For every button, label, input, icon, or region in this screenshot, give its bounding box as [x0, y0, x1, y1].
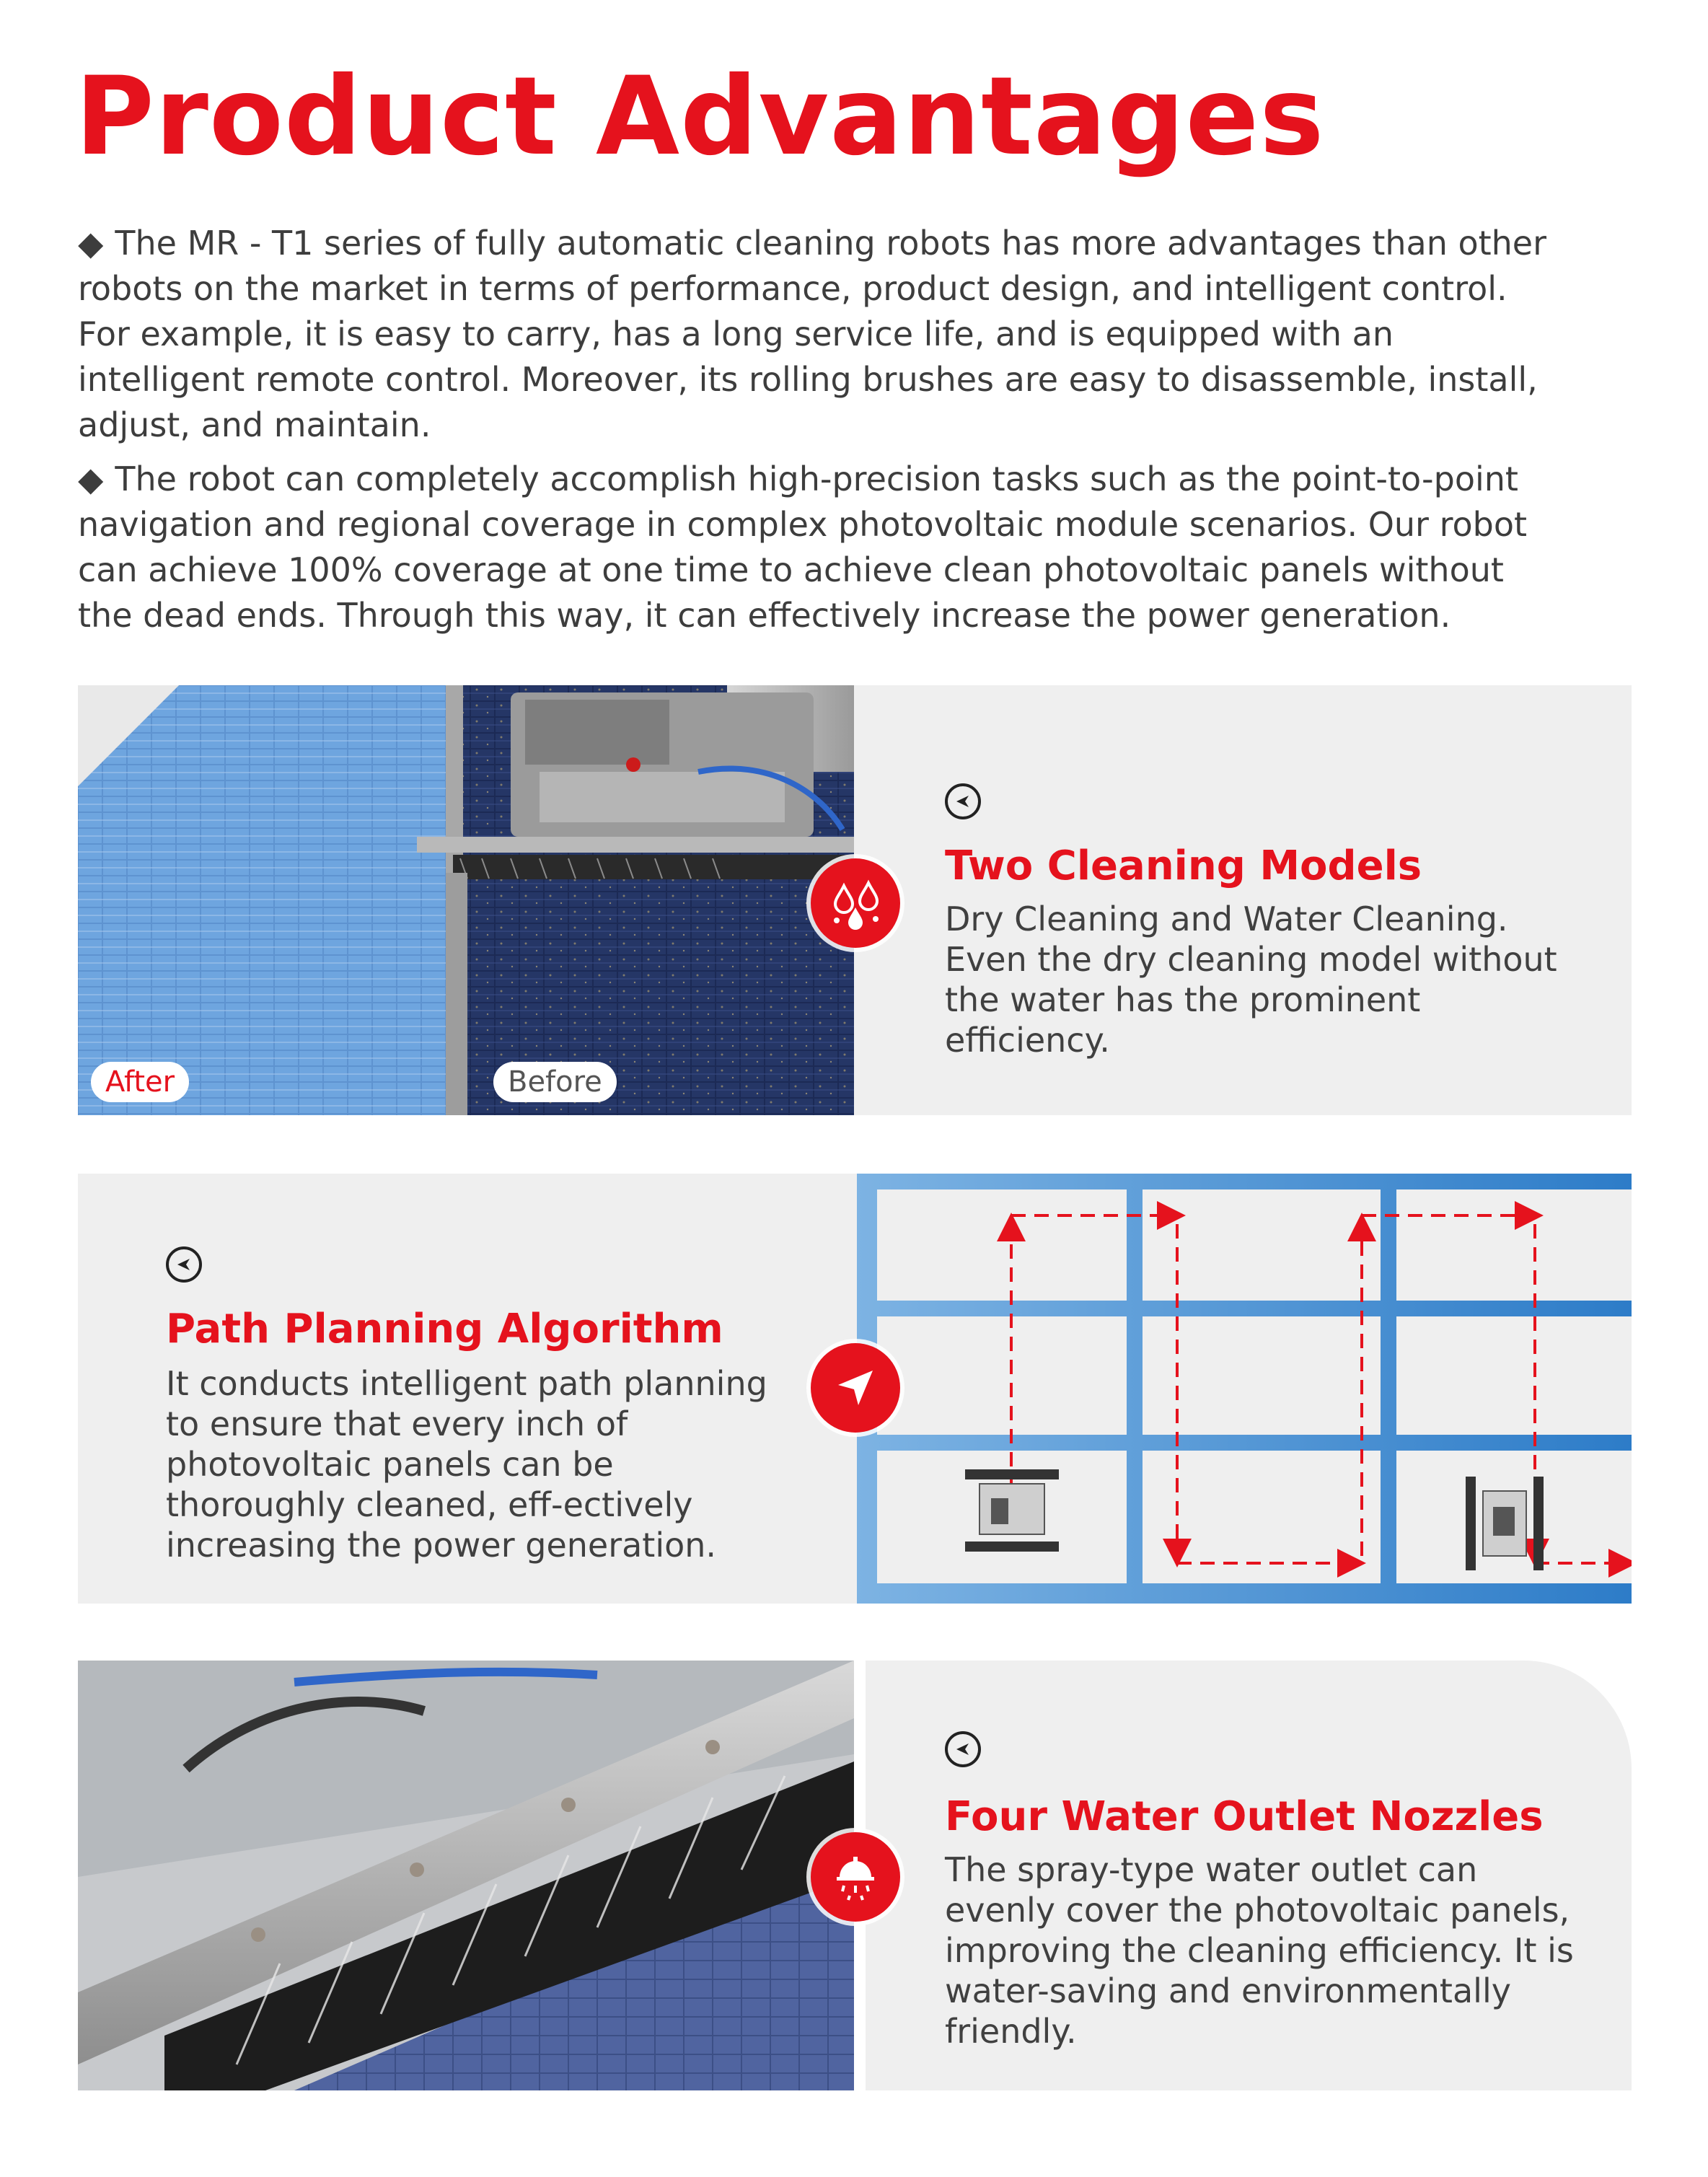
- cleaning-robot-photo: [78, 685, 854, 1115]
- back-arrow-icon[interactable]: [166, 1246, 202, 1283]
- feature-title-nozzles: Four Water Outlet Nozzles: [945, 1793, 1544, 1840]
- intro-paragraph-1: ◆ The MR - T1 series of fully automatic cleaning robots has more advantages than other robots on the market in terms of performance, product design, and intelligent control. For example, it is easy to carry, has a long service life, and is equipped with an intelligent remote control. Moreover, its rolling brushes are easy to disassemble, install, adjust, and maintain.: [78, 224, 1547, 444]
- feature-title-path-planning: Path Planning Algorithm: [166, 1306, 723, 1353]
- feature-title-cleaning-models: Two Cleaning Models: [945, 843, 1422, 889]
- back-arrow-icon[interactable]: [945, 1731, 981, 1767]
- intro-text: [78, 221, 1549, 647]
- bullet-diamond-icon: ◆: [78, 224, 104, 263]
- shower-icon: [811, 1832, 900, 1922]
- intro-paragraph-2: ◆ The robot can completely accomplish high-precision tasks such as the point-to-point navigation and regional coverage in complex photovoltaic module scenarios. Our robot can achieve 100% coverage at one time to achieve clean photovoltaic panels without the dead ends. Through this way, it can effectively increase the power generation.: [78, 459, 1528, 635]
- feature-text-cleaning-models: Dry Cleaning and Water Cleaning. Even the dry cleaning model without the water has the prominent efficiency.: [945, 900, 1557, 1060]
- bullet-diamond-icon: ◆: [78, 459, 104, 498]
- nozzle-brush-photo: [78, 1661, 854, 2090]
- before-label: Before: [493, 1062, 617, 1102]
- feature-text-nozzles: The spray-type water outlet can evenly cover the photovoltaic panels, improving the cleaning efficiency. It is water-saving and environmentally friendly.: [945, 1850, 1574, 2051]
- path-planning-diagram: [857, 1174, 1632, 1604]
- water-drops-icon: [811, 858, 900, 948]
- page-title: Product Advantages: [75, 54, 1325, 180]
- after-label: After: [91, 1062, 189, 1102]
- navigation-arrow-icon: [811, 1343, 900, 1433]
- feature-text-path-planning: It conducts intelligent path planning to ensure that every inch of photovoltaic panels can be thoroughly cleaned, eff-ectively increasing the power generation.: [166, 1364, 767, 1565]
- back-arrow-icon[interactable]: [945, 783, 981, 819]
